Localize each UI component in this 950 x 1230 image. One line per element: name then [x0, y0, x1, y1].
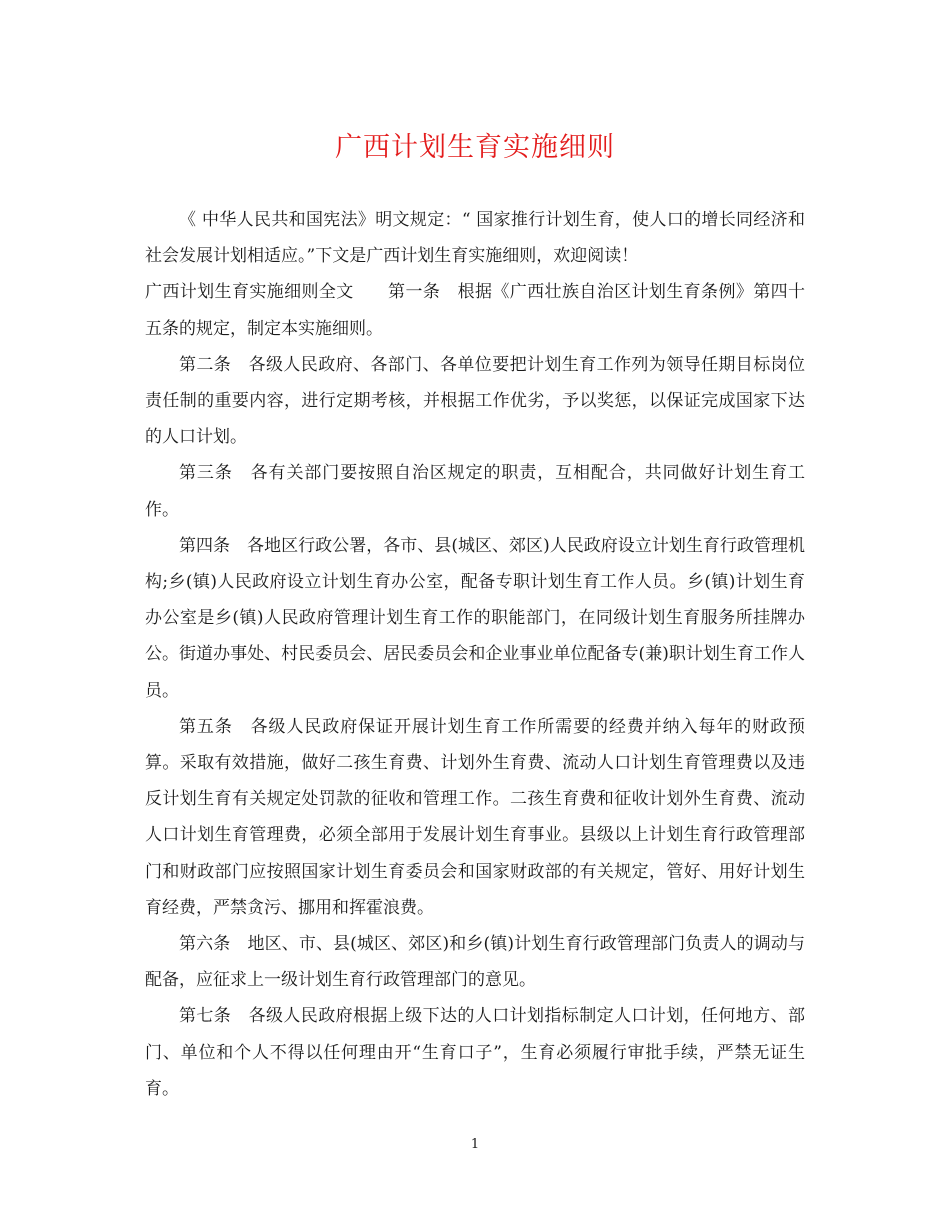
- article-3: 第三条 各有关部门要按照自治区规定的职责，互相配合，共同做好计划生育工作。: [145, 463, 805, 520]
- document-title: 广西计划生育实施细则: [335, 132, 615, 163]
- document-body: [145, 202, 805, 1107]
- article-7: 第七条 各级人民政府根据上级下达的人口计划指标制定人口计划，任何地方、部门、单位和个人不得以任何理由开“生育口子”，生育必须履行审批手续，严禁无证生育。: [145, 1006, 805, 1099]
- intro-paragraph: 《 中华人民共和国宪法》明文规定：“ 国家推行计划生育，使人口的增长同经济和社会发展计划相适应。”下文是广西计划生育实施细则，欢迎阅读！: [145, 210, 805, 267]
- article-5: 第五条 各级人民政府保证开展计划生育工作所需要的经费并纳入每年的财政预算。采取有效措施，做好二孩生育费、计划外生育费、流动人口计划生育管理费以及违反计划生育有关规定处罚款的征收和管理工作。二孩生育费和征收计划外生育费、流动人口计划生育管理费，必须全部用于发展计划生育事业。县级以上计划生育行政管理部门和财政部门应按照国家计划生育委员会和国家财政部的有关规定，管好、用好计划生育经费，严禁贪污、挪用和挥霍浪费。: [145, 716, 805, 918]
- page-number: 1: [470, 1137, 480, 1152]
- article-1: 第一条 根据《广西壮族自治区计划生育条例》第四十五条的规定，制定本实施细则。: [145, 282, 806, 339]
- article-2: 第二条 各级人民政府、各部门、各单位要把计划生育工作列为领导任期目标岗位责任制的重要内容，进行定期考核，并根据工作优劣，予以奖惩，以保证完成国家下达的人口计划。: [145, 354, 805, 448]
- fulltext-paragraph: [145, 274, 805, 346]
- article-6: 第六条 地区、市、县(城区、郊区)和乡(镇)计划生育行政管理部门负责人的调动与配备，应征求上一级计划生育行政管理部门的意见。: [145, 934, 805, 991]
- fulltext-label: 广西计划生育实施细则全文: [145, 282, 354, 303]
- article-4: 第四条 各地区行政公署，各市、县(城区、郊区)人民政府设立计划生育行政管理机构;乡(镇)人民政府设立计划生育办公室，配备专职计划生育工作人员。乡(镇)计划生育办公室是乡(镇)人民政府管理计划生育工作的职能部门，在同级计划生育服务所挂牌办公。街道办事处、村民委员会、居民委员会和企业事业单位配备专(兼)职计划生育工作人员。: [145, 535, 805, 701]
